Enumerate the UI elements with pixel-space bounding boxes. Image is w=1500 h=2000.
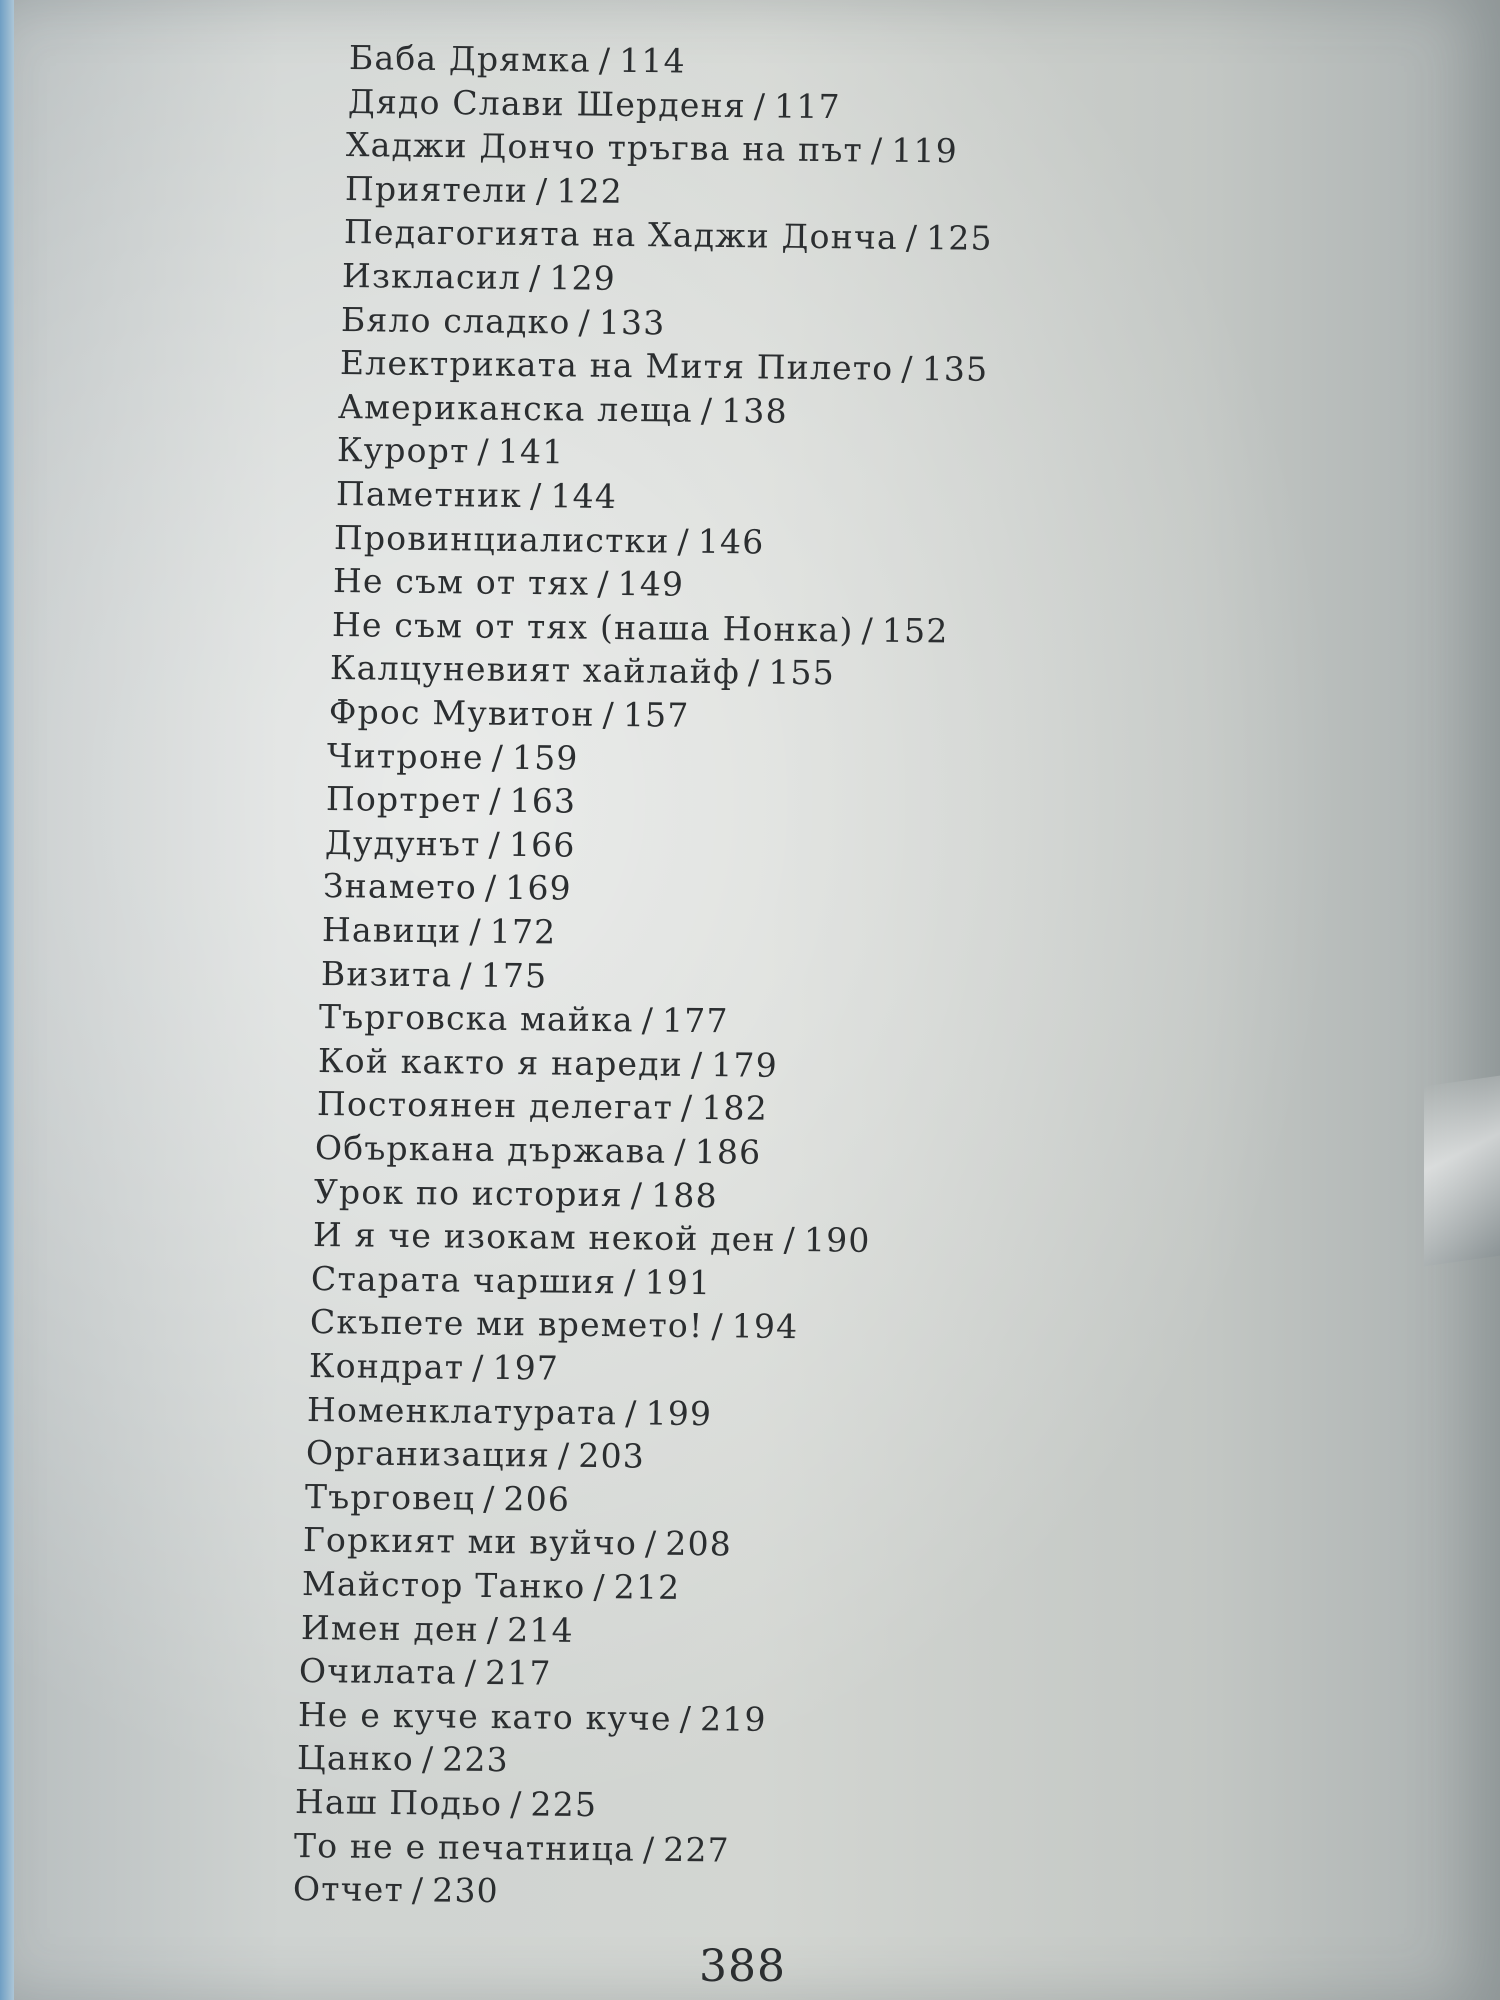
toc-entry [292, 1869, 498, 1911]
toc-entry-page: 119 [891, 130, 959, 171]
toc-entry-separator: / [596, 563, 610, 604]
toc-entry-page: 157 [622, 695, 690, 735]
toc-entry [334, 518, 765, 563]
toc-entry [307, 1390, 713, 1434]
toc-entry [314, 1172, 718, 1216]
toc-entry-title: Наш Подьо [295, 1782, 503, 1824]
toc-entry [330, 648, 835, 693]
toc-entry [325, 823, 576, 866]
toc-entry-title: Знамето [323, 866, 478, 908]
toc-entry-page: 122 [556, 171, 624, 211]
toc-entry [342, 256, 616, 299]
toc-entry-separator: / [624, 1262, 638, 1302]
toc-entry-separator: / [459, 955, 473, 995]
toc-entry-separator: / [641, 1000, 655, 1040]
toc-entry-title: Търговска майка [319, 997, 635, 1040]
toc-entry-title: Организация [305, 1433, 551, 1475]
toc-entry [349, 38, 686, 82]
toc-entry-title: Паметник [335, 474, 522, 515]
toc-entry-separator: / [421, 1739, 435, 1779]
toc-entry [318, 1041, 778, 1086]
toc-entry [304, 1477, 570, 1520]
toc-entry-page: 144 [549, 476, 617, 516]
toc-entry-separator: / [905, 218, 918, 258]
toc-entry-separator: / [674, 1131, 688, 1171]
toc-entry [337, 430, 565, 472]
toc-entry-title: Постоянен делегат [316, 1084, 673, 1128]
toc-entry-page: 190 [803, 1220, 871, 1261]
toc-entry [312, 1215, 870, 1261]
toc-entry-page: 203 [578, 1436, 646, 1476]
toc-entry [299, 1651, 552, 1694]
toc-entry-page: 230 [431, 1870, 499, 1911]
toc-entry [346, 125, 958, 171]
toc-entry-page: 138 [721, 390, 789, 431]
toc-entry-separator: / [477, 431, 490, 471]
toc-entry-title: Калцуневият хайлайф [329, 648, 741, 692]
toc-entry [294, 1826, 730, 1871]
toc-entry-separator: / [753, 85, 767, 125]
toc-entry-title: Електриката на Митя Пилето [339, 343, 894, 388]
toc-entry-title: Урок по история [313, 1171, 624, 1214]
toc-entry-separator: / [871, 130, 884, 170]
toc-entry-page: 223 [441, 1739, 509, 1780]
toc-entry [319, 997, 729, 1041]
toc-entry [347, 82, 840, 127]
toc-entry-page: 129 [549, 258, 617, 298]
toc-entry-separator: / [411, 1870, 424, 1910]
toc-entry-page: 169 [505, 868, 573, 908]
toc-entry-separator: / [491, 737, 505, 777]
toc-entry-title: Отчет [292, 1869, 404, 1910]
toc-entry [329, 692, 690, 736]
toc-entry-separator: / [700, 390, 714, 430]
toc-entry-page: 166 [508, 824, 576, 865]
toc-entry [341, 300, 666, 343]
toc-entry-page: 227 [662, 1829, 730, 1870]
toc-entry-title: Педагогията на Хаджи Дончa [343, 212, 898, 258]
toc-entry-separator: / [900, 349, 914, 389]
toc-entry [331, 605, 948, 651]
toc-entry-separator: / [510, 1784, 523, 1824]
toc-entry-page: 188 [651, 1175, 719, 1215]
toc-entry [338, 387, 788, 432]
toc-entry-title: Не е куче като куче [297, 1694, 672, 1738]
toc-entry-page: 186 [694, 1131, 762, 1172]
toc-entry [321, 954, 548, 996]
toc-entry-title: Навици [321, 910, 462, 951]
toc-entry-title: Имен ден [300, 1607, 479, 1649]
toc-entry-title: И я че изокам некой ден [312, 1215, 776, 1260]
toc-entry-title: Провинциалистки [334, 517, 670, 561]
toc-entry-separator: / [485, 868, 498, 908]
toc-entry-separator: / [482, 1478, 496, 1518]
toc-entry-page: 199 [645, 1393, 713, 1433]
toc-entry-page: 197 [491, 1347, 559, 1388]
toc-entry-page: 149 [617, 564, 685, 604]
toc-entry-title: Скъпете ми времето! [309, 1302, 704, 1346]
toc-entry-separator: / [598, 40, 612, 80]
toc-entry-title: Номенклатурата [307, 1389, 618, 1432]
toc-entry-separator: / [535, 170, 549, 210]
toc-entry-separator: / [645, 1523, 658, 1564]
toc-entry [295, 1782, 598, 1825]
toc-entry-page: 141 [497, 432, 565, 472]
toc-entry-separator: / [677, 521, 691, 561]
toc-entry-separator: / [860, 610, 874, 650]
toc-entry [310, 1302, 799, 1347]
toc-entry-page: 194 [731, 1306, 799, 1347]
toc-entry-page: 163 [509, 781, 577, 821]
toc-entry-separator: / [557, 1435, 571, 1475]
toc-entry-title: Изкласил [342, 256, 522, 297]
toc-entry-separator: / [783, 1220, 796, 1260]
toc-entry-title: Не съм от тях (наша Нонка) [331, 604, 854, 650]
toc-entry [302, 1564, 681, 1608]
toc-entry-title: Дядо Слави Шерденя [347, 81, 746, 125]
toc-entry [335, 474, 616, 517]
toc-entry [308, 1346, 559, 1389]
toc-entry-title: Хаджи Дончо тръгва на път [346, 125, 864, 170]
toc-entry-page: 214 [506, 1609, 574, 1650]
toc-entry [306, 1433, 645, 1477]
toc-entry-separator: / [690, 1044, 704, 1084]
toc-entry-title: Американска леща [338, 386, 694, 430]
toc-entry-separator: / [464, 1652, 478, 1693]
toc-entry-page: 125 [925, 218, 993, 259]
toc-entry-separator: / [625, 1392, 639, 1433]
toc-entry-separator: / [711, 1306, 724, 1346]
toc-entry-separator: / [471, 1347, 485, 1387]
toc-entry-title: Фрос Мувитон [328, 692, 595, 734]
toc-entry [315, 1128, 762, 1173]
toc-entry-separator: / [679, 1698, 693, 1738]
toc-entry-page: 172 [489, 911, 557, 952]
toc-entry [326, 779, 577, 822]
toc-entry-separator: / [602, 694, 616, 734]
toc-entry-title: Баба Дрямка [348, 38, 592, 80]
toc-entry-page: 217 [485, 1653, 553, 1693]
toc-entry-separator: / [486, 1609, 500, 1649]
toc-entry-page: 208 [665, 1524, 733, 1564]
toc-entry-title: Курорт [336, 430, 470, 471]
toc-entry-separator: / [489, 780, 503, 821]
toc-entry-title: Кондрат [308, 1346, 465, 1387]
toc-entry-page: 152 [881, 610, 949, 651]
toc-entry-title: Цанко [296, 1738, 414, 1779]
toc-entry-page: 155 [768, 652, 836, 693]
toc-entry-title: Визита [320, 953, 453, 994]
toc-entry-separator: / [488, 824, 501, 864]
toc-entry-title: Горкият ми вуйчо [303, 1520, 638, 1563]
page-crease [1424, 1074, 1500, 1267]
toc-entry-separator: / [630, 1174, 644, 1215]
toc-entry [298, 1695, 767, 1740]
toc-entry-page: 177 [662, 1000, 730, 1041]
toc-entry-page: 212 [613, 1567, 681, 1607]
page-number: 388 [699, 1941, 786, 1992]
toc-entry-separator: / [529, 257, 542, 298]
toc-entry-title: Старата чаршия [311, 1258, 617, 1301]
toc-entry-separator: / [642, 1829, 656, 1869]
toc-entry [323, 866, 572, 909]
toc-entry-title: Търговец [304, 1476, 476, 1518]
toc-entry-page: 133 [598, 302, 666, 342]
toc-entry [303, 1520, 732, 1564]
toc-entry-page: 219 [699, 1699, 767, 1739]
toc-entry-separator: / [469, 911, 483, 951]
toc-entry [300, 1608, 573, 1651]
toc-entry-page: 135 [921, 349, 989, 389]
toc-entry-title: Очилата [299, 1651, 458, 1692]
toc-entry-separator: / [680, 1088, 694, 1128]
toc-entry-title: Не съм от тях [332, 561, 590, 603]
toc-entry-separator: / [593, 1567, 606, 1607]
toc-entry [343, 212, 992, 259]
toc-entry-page: 206 [502, 1478, 570, 1519]
toc-entry-title: Объркана държава [315, 1128, 668, 1171]
toc-entry-title: Майстор Танко [301, 1564, 586, 1606]
toc-entry-title: Кой както я нареди [317, 1040, 684, 1084]
toc-entry-page: 146 [697, 521, 765, 562]
toc-entry-title: Читроне [327, 735, 485, 777]
toc-entry-title: Приятели [344, 168, 529, 210]
toc-entry-page: 225 [530, 1784, 598, 1825]
toc-entry [317, 1084, 768, 1129]
toc-entry-page: 191 [644, 1262, 712, 1302]
toc-entry [322, 910, 557, 952]
toc-entry-title: Портрет [325, 779, 482, 820]
toc-entry [333, 561, 685, 605]
toc-entry [339, 343, 988, 390]
toc-entry-title: Дудунът [324, 822, 481, 864]
toc-entry-page: 182 [700, 1088, 768, 1129]
toc-entry-page: 114 [619, 40, 687, 81]
book-page [14, 0, 1500, 2000]
toc-entry-separator: / [578, 302, 591, 342]
toc-entry-page: 159 [512, 737, 580, 778]
toc-entry-title: То не е печатница [293, 1825, 636, 1869]
toc-entry-page: 179 [711, 1044, 779, 1085]
toc-entry-title: Бяло сладко [340, 299, 571, 341]
toc-entry [311, 1259, 712, 1303]
toc-entry [296, 1738, 508, 1780]
toc-entry-separator: / [529, 476, 543, 516]
toc-entry-page: 175 [480, 955, 548, 995]
toc-entry-separator: / [747, 652, 761, 692]
toc-entry-page: 117 [773, 86, 841, 126]
toc-entry [327, 736, 579, 779]
toc-entry [345, 169, 623, 212]
